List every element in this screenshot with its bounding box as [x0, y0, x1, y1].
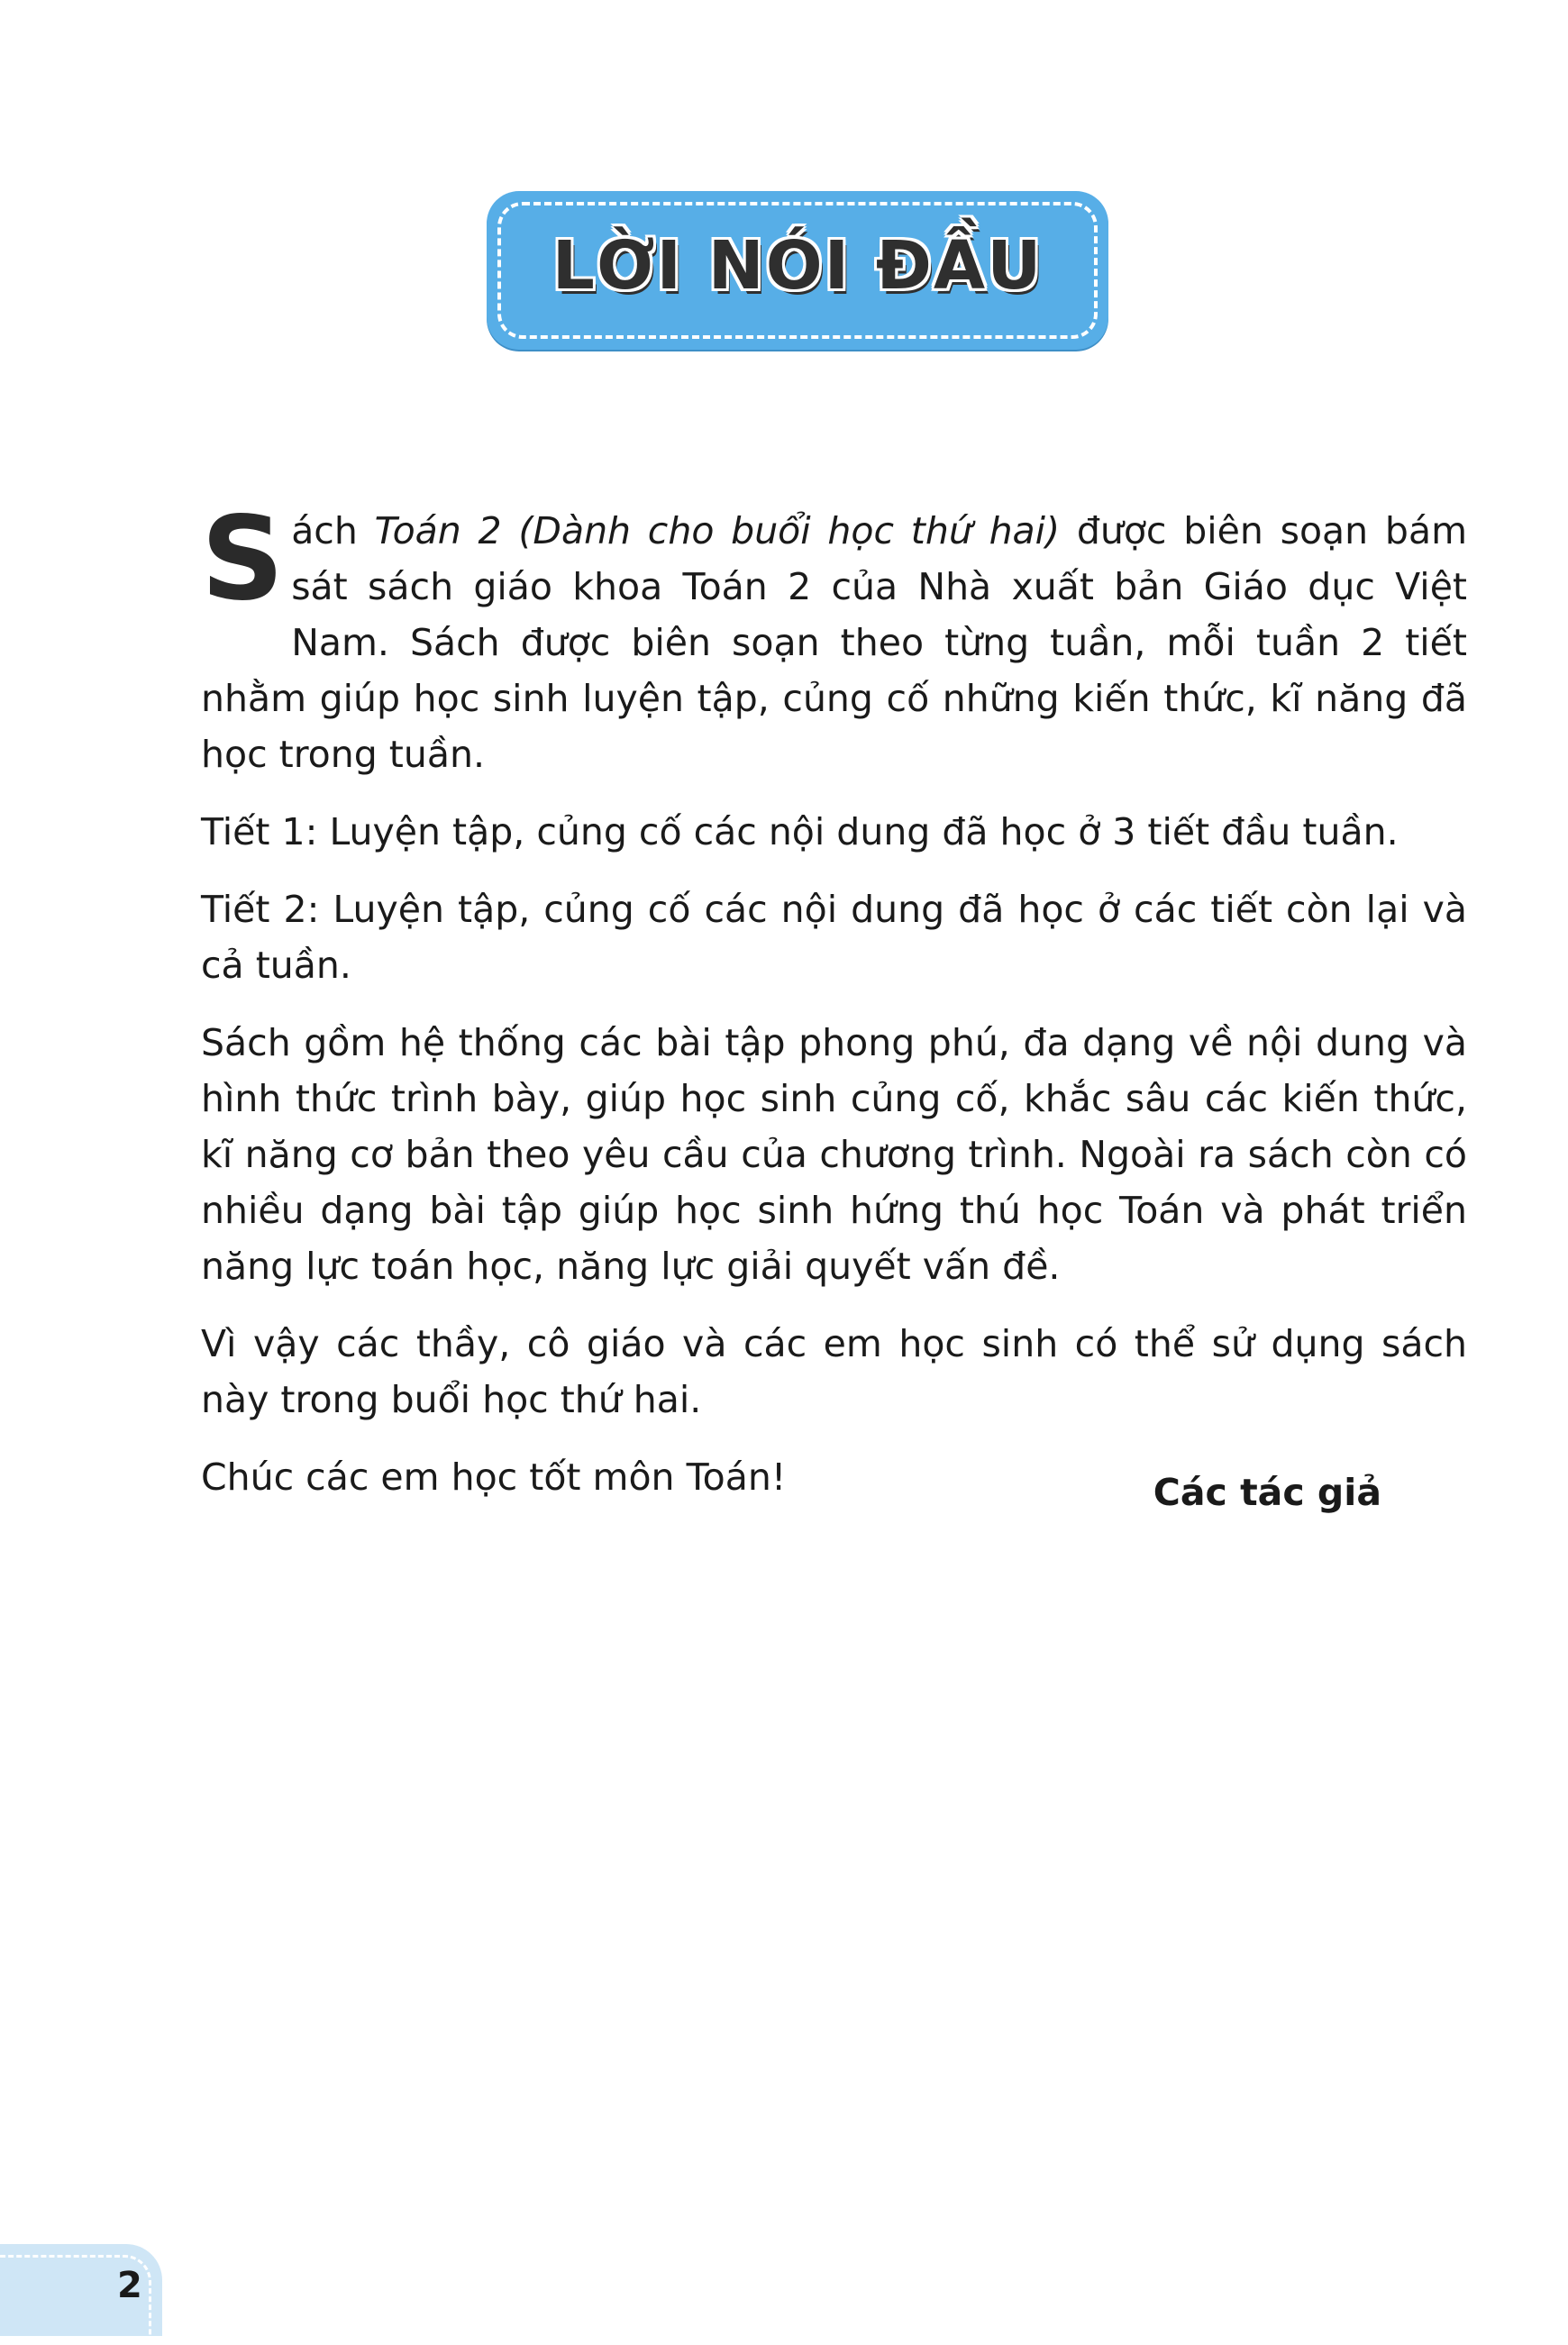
paragraph-content: Sách gồm hệ thống các bài tập phong phú, đa dạng về nội dung và hình thức trình bày, giúp học sinh củng cố, khắc sâu các kiến thức, kĩ năng cơ bản theo yêu cầu của chương trình. Ngoài ra sách còn có nhiều dạng bài tập giúp học sinh hứng thú học Toán và phát triển năng lực toán học, năng lực giải quyết vấn đề.: [201, 1021, 1467, 1288]
page-number: 2: [117, 2265, 142, 2306]
paragraph-usage: Vì vậy các thầy, cô giáo và các em học sinh có thể sử dụng sách này trong buổi học thứ hai.: [201, 1322, 1467, 1421]
intro-paragraph: [201, 492, 1468, 782]
paragraph-lesson-2: Tiết 2: Luyện tập, củng cố các nội dung đã học ở các tiết còn lại và cả tuần.: [201, 888, 1467, 987]
title-banner: [487, 191, 1108, 350]
book-title: Toán 2 (Dành cho buổi học thứ hai): [374, 509, 1061, 552]
page-title: LỜI NÓI ĐẦU: [552, 227, 1044, 305]
preface-body: [201, 492, 1468, 1527]
intro-text-rest: được biên soạn bám sát sách giáo khoa Toán 2 của Nhà xuất bản Giáo dục Việt Nam. Sách được biên soạn theo từng tuần, mỗi tuần 2 tiết nhằm giúp học sinh luyện tập, củng cố những kiến thức, kĩ năng đã học trong tuần.: [201, 509, 1468, 776]
paragraph-closing: Chúc các em học tốt môn Toán!: [201, 1455, 787, 1499]
drop-cap: S: [201, 492, 285, 626]
paragraph-lesson-1: Tiết 1: Luyện tập, củng cố các nội dung đã học ở 3 tiết đầu tuần.: [201, 810, 1399, 853]
signature: Các tác giả: [1153, 1471, 1381, 1514]
intro-text-start: ách: [291, 509, 375, 552]
